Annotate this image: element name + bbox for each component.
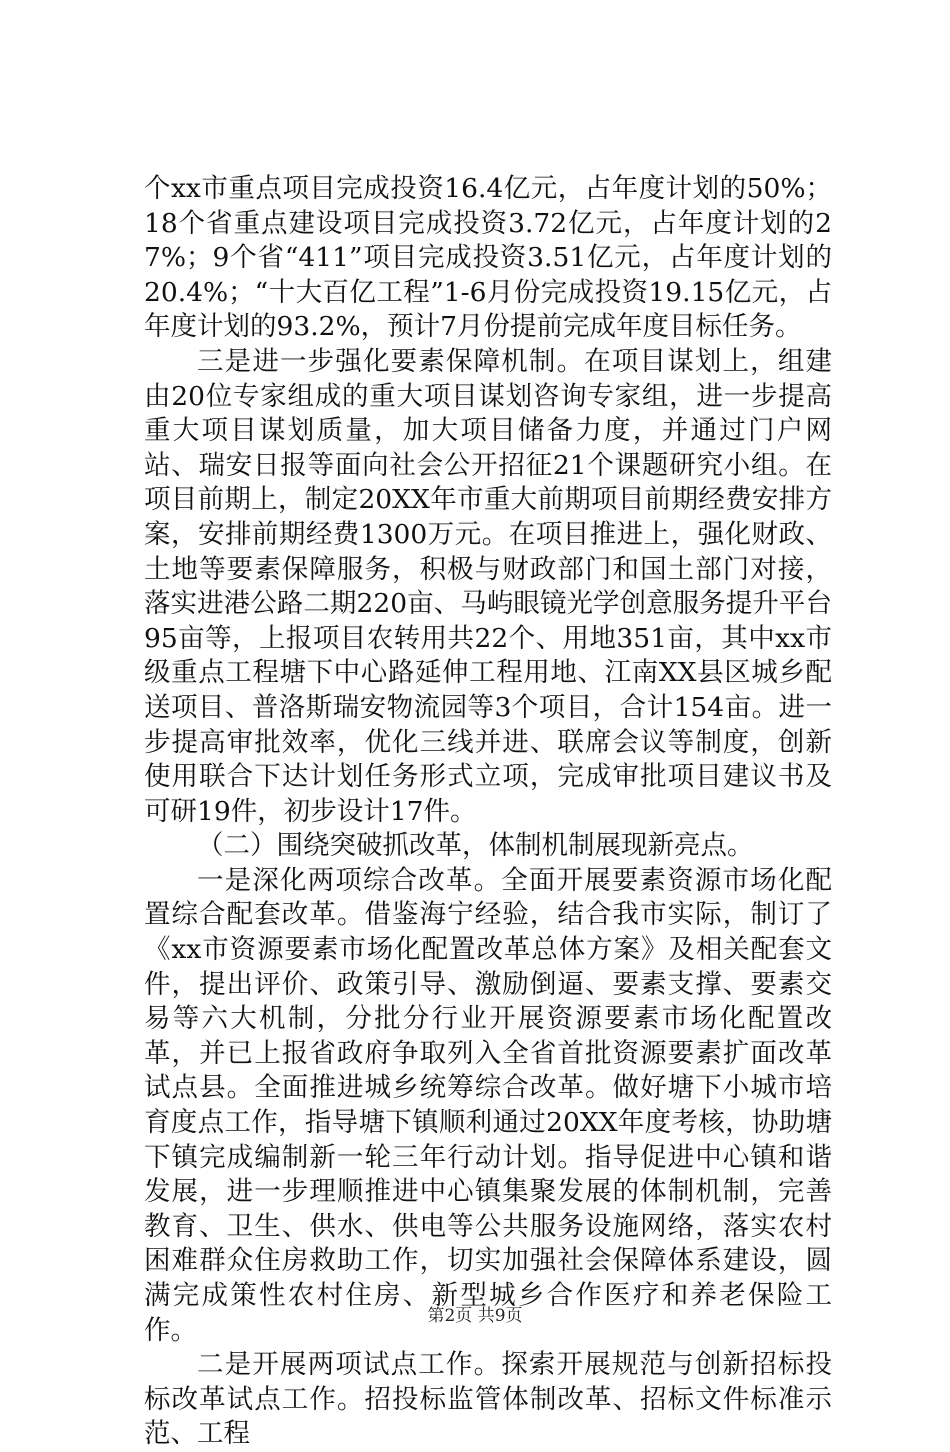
paragraph-comprehensive-reform: 一是深化两项综合改革。全面开展要素资源市场化配置综合配套改革。借鉴海宁经验，结合我市实际，制订了《xx市资源要素市场化配置改革总体方案》及相关配套文件，提出评价、政策引导、激励倒逼、要素支撑、要素交易等六大机制，分批分行业开展资源要素市场化配置改革，并已上报省政府争取列入全省首批资源要素扩面改革试点县。全面推进城乡统筹综合改革。做好塘下小城市培育度点工作，指导塘下镇顺利通过20XX年度考核，协助塘下镇完成编制新一轮三年行动计划。指导促进中心镇和谐发展，进一步理顺推进中心镇集聚发展的体制机制，完善教育、卫生、供水、供电等公共服务设施网络，落实农村困难群众住房救助工作，切实加强社会保障体系建设，圆满完成策性农村住房、新型城乡合作医疗和养老保险工作。 [144,864,832,1346]
paragraph-continued: 个xx市重点项目完成投资16.4亿元，占年度计划的50%；18个省重点建设项目完成投资3.72亿元，占年度计划的27%；9个省“411”项目完成投资3.51亿元，占年度计划的20.4%；“十大百亿工程”1-6月份完成投资19.15亿元，占年度计划的93.2%，预计7月份提前完成年度目标任务。 [144,173,832,343]
page-number-footer: 第2页 共9页 [427,1306,523,1326]
section-heading-reform: （二）围绕突破抓改革，体制机制展现新亮点。 [197,830,754,862]
paragraph-pilot-work: 二是开展两项试点工作。探索开展规范与创新招标投标改革试点工作。招投标监管体制改革、招标文件标准示范、工程 [144,1349,832,1450]
paragraph-element-guarantee: 三是进一步强化要素保障机制。在项目谋划上，组建由20位专家组成的重大项目谋划咨询专家组，进一步提高重大项目谋划质量，加大项目储备力度，并通过门户网站、瑞安日报等面向社会公开招征21个课题研究小组。在项目前期上，制定20XX年市重大前期项目前期经费安排方案，安排前期经费1300万元。在项目推进上，强化财政、土地等要素保障服务，积极与财政部门和国土部门对接，落实进港公路二期220亩、马屿眼镜光学创意服务提升平台95亩等，上报项目农转用共22个、用地351亩，其中xx市级重点工程塘下中心路延伸工程用地、江南XX县区城乡配送项目、普洛斯瑞安物流园等3个项目，合计154亩。进一步提高审批效率，优化三线并进、联席会议等制度，创新使用联合下达计划任务形式立项，完成审批项目建议书及可研19件，初步设计17件。 [144,345,832,827]
document-body [144,172,832,1452]
